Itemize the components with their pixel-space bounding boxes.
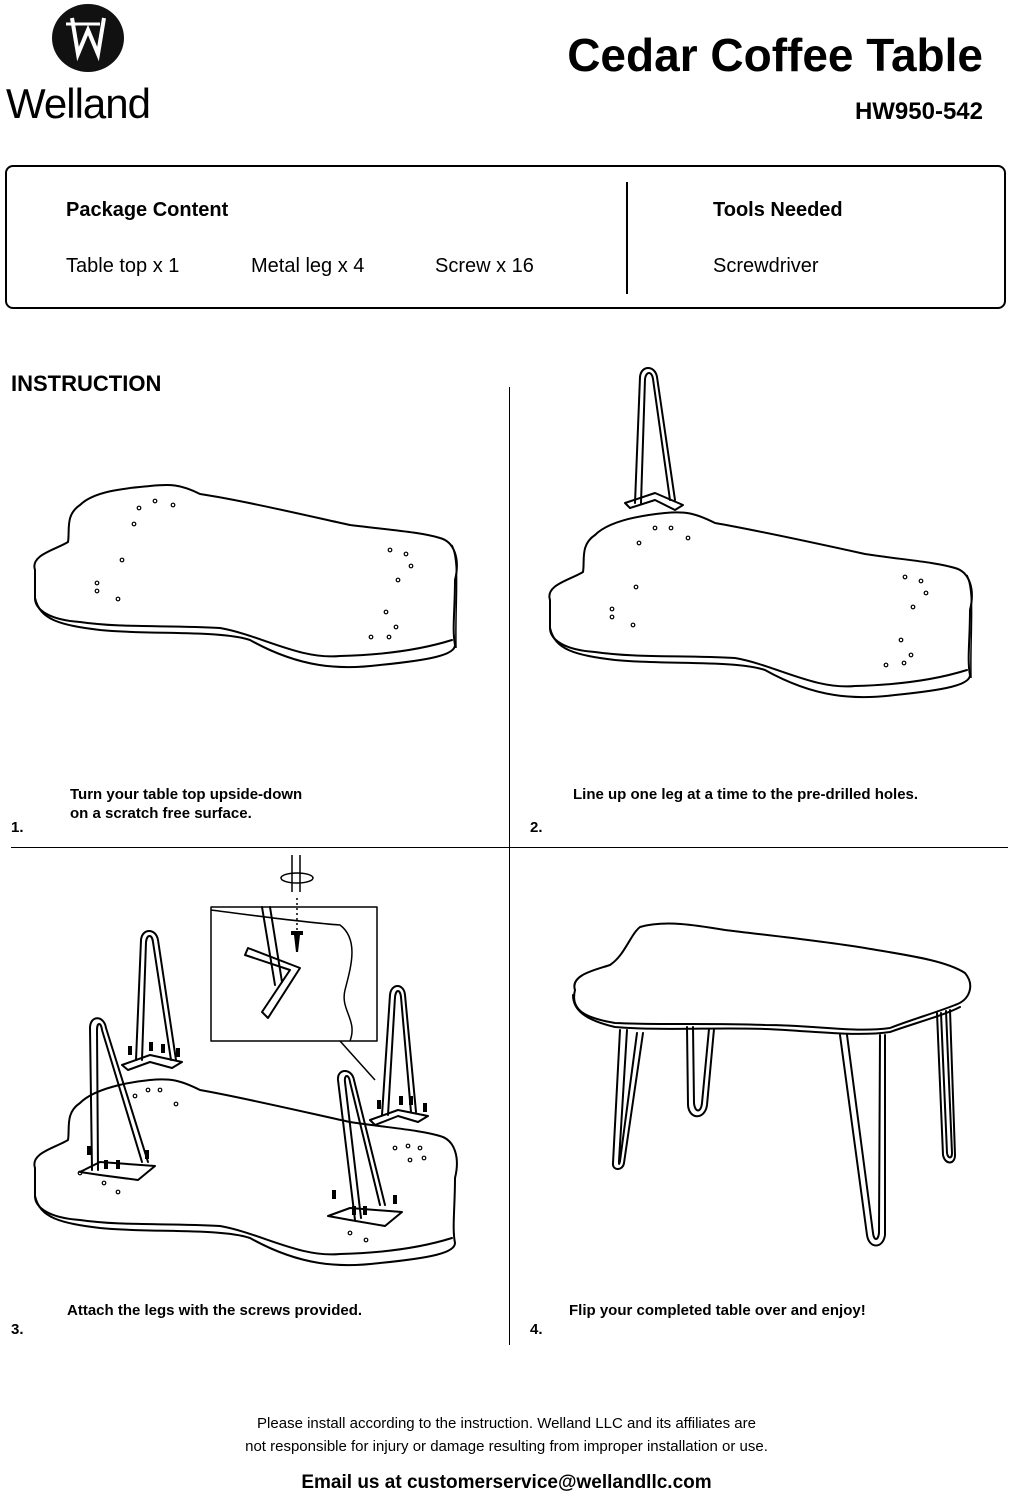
step-3-number: 3. bbox=[11, 1321, 24, 1338]
step-4-number: 4. bbox=[530, 1321, 543, 1338]
disclaimer-line: not responsible for injury or damage resulting from improper installation or use. bbox=[245, 1438, 768, 1455]
instruction-heading: INSTRUCTION bbox=[11, 371, 162, 396]
step-1-number: 1. bbox=[11, 819, 24, 836]
grid-horizontal-divider bbox=[11, 847, 1008, 848]
step-4-caption: Flip your completed table over and enjoy! bbox=[569, 1302, 866, 1319]
step-2-leg-alignment-illustration bbox=[515, 365, 1005, 705]
package-box-divider bbox=[626, 182, 628, 294]
model-number: HW950-542 bbox=[854, 98, 983, 125]
step-1-caption-line: Turn your table top upside-down bbox=[70, 786, 303, 803]
step-1-tabletop-illustration bbox=[0, 470, 500, 690]
brand-name: Welland bbox=[6, 80, 150, 127]
page-title: Cedar Coffee Table bbox=[567, 29, 983, 81]
tools-needed-heading: Tools Needed bbox=[713, 199, 843, 221]
step-1-caption-line: on a scratch free surface. bbox=[70, 805, 252, 822]
package-content-heading: Package Content bbox=[66, 199, 229, 221]
step-3-caption: Attach the legs with the screws provided. bbox=[67, 1302, 363, 1319]
step-1-caption bbox=[70, 785, 302, 823]
disclaimer-line: Please install according to the instruction. Welland LLC and its affiliates are bbox=[257, 1415, 756, 1432]
support-email: Email us at customerservice@wellandllc.com bbox=[301, 1472, 712, 1493]
welland-w-logo-icon bbox=[50, 2, 126, 74]
tool-item: Screwdriver bbox=[713, 255, 819, 277]
package-box bbox=[5, 165, 1006, 309]
package-item: Metal leg x 4 bbox=[251, 255, 365, 277]
step-2-caption: Line up one leg at a time to the pre-drilled holes. bbox=[573, 786, 919, 803]
package-item: Screw x 16 bbox=[435, 255, 534, 277]
disclaimer bbox=[0, 1412, 1013, 1458]
step-4-completed-table-illustration bbox=[515, 915, 1005, 1255]
grid-vertical-divider bbox=[509, 387, 510, 1345]
package-item: Table top x 1 bbox=[66, 255, 180, 277]
step-3-attach-legs-illustration bbox=[0, 850, 505, 1270]
step-2-number: 2. bbox=[530, 819, 543, 836]
